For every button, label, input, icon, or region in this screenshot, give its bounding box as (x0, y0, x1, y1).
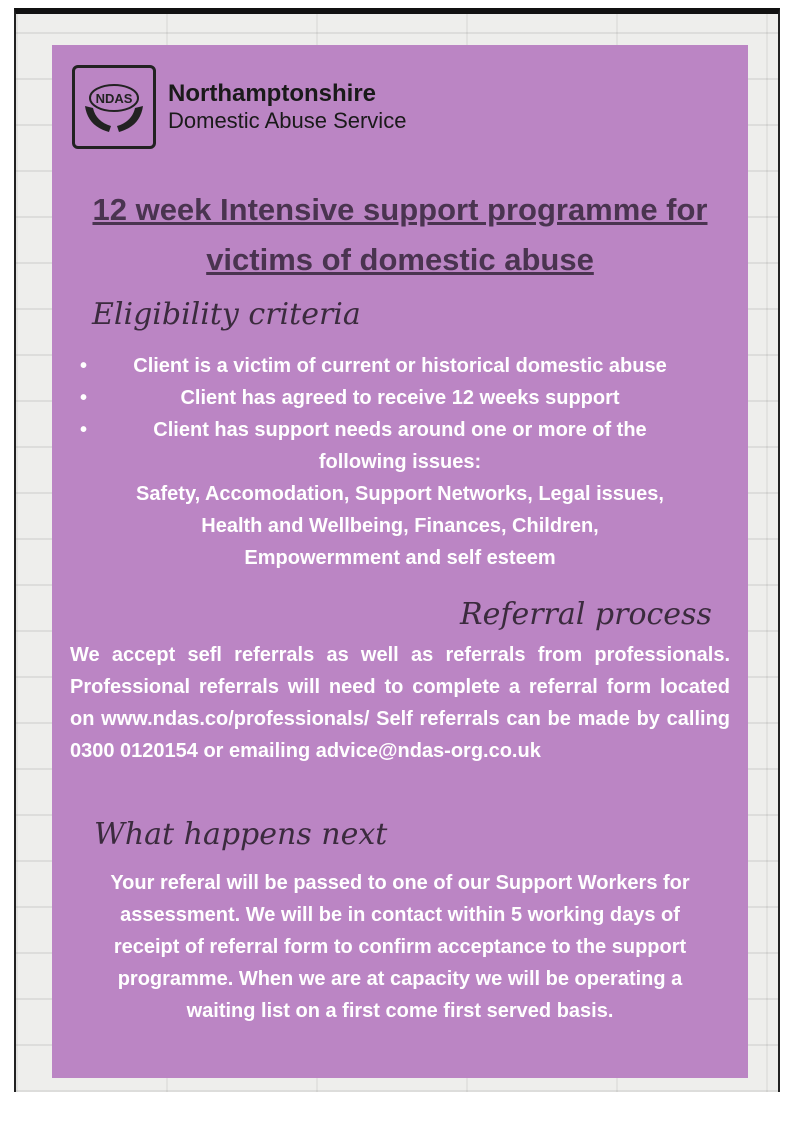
title-line1: 12 week Intensive support programme for (92, 192, 708, 227)
next-steps-text (72, 867, 728, 1027)
referral-text: We accept sefl referrals as well as referrals from professionals. Professional referrals will need to complete a referral form located on www.ndas.co/professionals/ Self referrals can be made by calling 0300 0120154 or emailing advice@ndas-org.co.uk (70, 644, 730, 762)
bullet-text: Client has agreed to receive 12 weeks support (180, 387, 620, 409)
bullet-icon: • (80, 387, 88, 409)
bullet-text: Client is a victim of current or historical domestic abuse (133, 355, 667, 377)
page-title (52, 185, 748, 285)
next-steps-line: Your referal will be passed to one of our Support Workers for (110, 872, 690, 894)
issues-line: Empowermment and self esteem (244, 547, 556, 569)
issues-line: following issues: (318, 451, 482, 473)
ndas-logo (72, 62, 406, 152)
title-line2: victims of domestic abuse (206, 242, 594, 277)
next-steps-line: programme. When we are at capacity we will be operating a (117, 968, 683, 990)
referral-heading: Referral process (460, 597, 712, 632)
eligibility-list (52, 350, 748, 574)
list-item (52, 382, 748, 414)
issues-line: Health and Wellbeing, Finances, Children, (201, 515, 599, 537)
logo-wordmark (168, 80, 406, 134)
hands-logo-icon (77, 70, 151, 144)
next-steps-line: waiting list on a first come first served basis. (186, 1000, 614, 1022)
next-steps-heading: What happens next (94, 817, 388, 852)
bullet-icon: • (80, 419, 88, 441)
flyer-page (14, 8, 780, 1092)
next-steps-line: assessment. We will be in contact within 5 working days of (120, 904, 680, 926)
bullet-icon: • (80, 355, 88, 377)
eligibility-heading: Eligibility criteria (92, 297, 361, 332)
logo-badge (72, 65, 156, 149)
list-item (52, 350, 748, 382)
org-name-line2: Domestic Abuse Service (168, 108, 407, 133)
list-item (52, 414, 748, 446)
issues-line: Safety, Accomodation, Support Networks, Legal issues, (136, 483, 664, 505)
org-name-line1: Northamptonshire (168, 80, 377, 107)
content-panel (52, 45, 748, 1078)
next-steps-line: receipt of referral form to confirm acceptance to the support (113, 936, 687, 958)
logo-badge-text: NDAS (95, 91, 133, 106)
bullet-text: Client has support needs around one or more of the (153, 419, 647, 441)
